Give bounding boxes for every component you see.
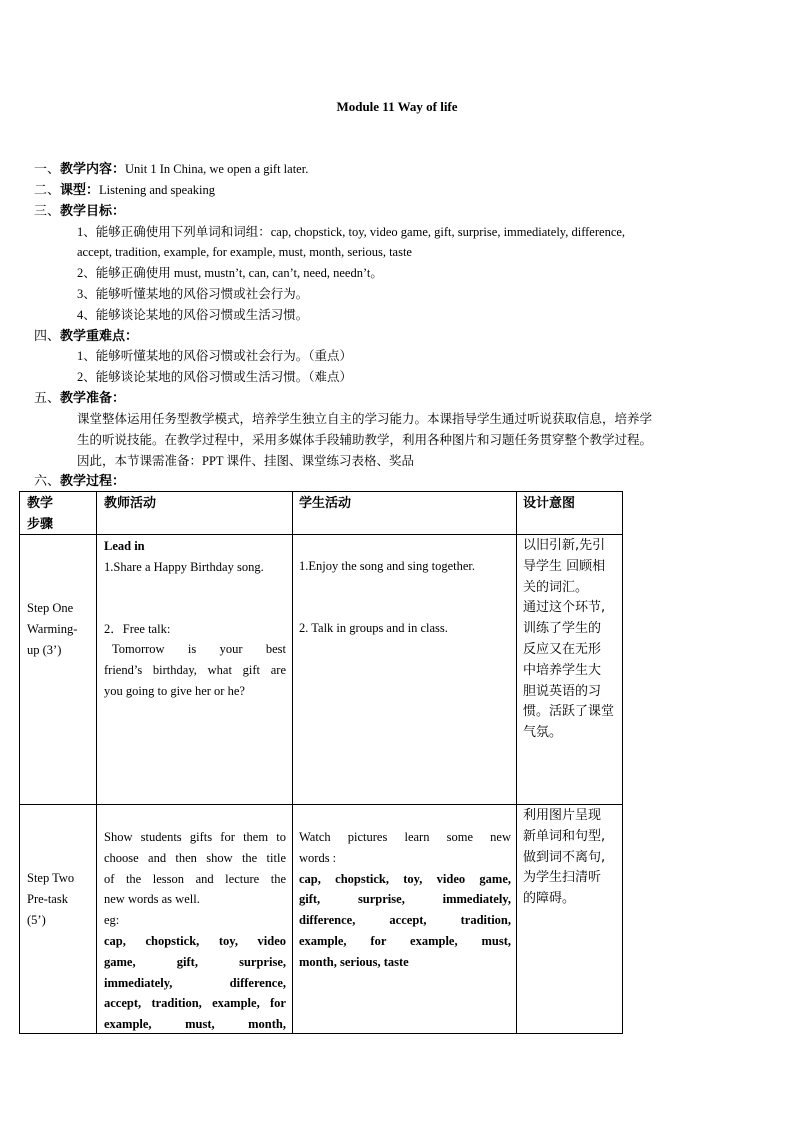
teacher-line: eg: bbox=[104, 913, 120, 928]
header-student: 学生活动 bbox=[299, 496, 352, 511]
student-word-line: difference, accept, tradition, bbox=[299, 913, 511, 928]
section-num: 三、 bbox=[34, 204, 61, 219]
teacher-line: 2．Free talk: bbox=[104, 621, 171, 636]
preparation-line: 因此，本节课需准备：PPT 课件、挂图、课堂练习表格、奖品 bbox=[77, 454, 414, 468]
teacher-line: friend’s birthday, what gift are bbox=[104, 663, 286, 678]
row1-intent bbox=[523, 536, 623, 744]
section-label: 教学重难点： bbox=[60, 329, 139, 344]
intent-line: 惯。活跃了课堂 bbox=[523, 704, 615, 720]
header-step bbox=[27, 493, 53, 535]
intent-line: 为学生扫清听 bbox=[523, 870, 602, 886]
intent-line: 导学生 回顾相 bbox=[523, 558, 606, 574]
student-line: 2. Talk in groups and in class. bbox=[299, 620, 448, 635]
header-teacher: 教师活动 bbox=[104, 496, 157, 511]
section-num: 二、 bbox=[34, 183, 61, 198]
step-line: Step Two bbox=[27, 871, 75, 885]
teacher-word-line: game, gift, surprise, bbox=[104, 954, 286, 969]
section-2 bbox=[34, 180, 215, 201]
row2-step bbox=[27, 868, 74, 930]
section-num: 六、 bbox=[34, 474, 61, 489]
section-label: 教学目标： bbox=[60, 204, 126, 219]
section-1 bbox=[34, 159, 308, 180]
intent-line: 中培养学生大 bbox=[523, 662, 602, 678]
key-point-line: 2、能够谈论某地的风俗习惯或生活习惯。（难点） bbox=[77, 370, 353, 384]
row1-step bbox=[27, 598, 77, 660]
intent-line: 利用图片呈现 bbox=[523, 808, 602, 823]
student-line: 1.Enjoy the song and sing together. bbox=[299, 559, 476, 573]
intent-line: 训练了学生的 bbox=[523, 621, 602, 637]
step-line: Warming- bbox=[27, 621, 78, 636]
student-word-line: gift, surprise, immediately, bbox=[299, 892, 511, 907]
teacher-word-line: immediately, difference, bbox=[104, 975, 286, 990]
row2-student bbox=[299, 827, 511, 973]
section-label: 教学准备： bbox=[60, 391, 126, 406]
section-label: 教学内容： bbox=[60, 162, 126, 177]
objective-line: 4、能够谈论某地的风俗习惯或生活习惯。 bbox=[77, 308, 309, 322]
section-3 bbox=[34, 201, 125, 222]
teacher-word-line: accept, tradition, example, for bbox=[104, 996, 286, 1011]
teacher-line: new words as well. bbox=[104, 892, 200, 907]
student-word-line: example, for example, must, bbox=[299, 933, 511, 948]
section-label: 教学过程： bbox=[60, 474, 126, 489]
section-4 bbox=[34, 326, 138, 347]
section-text: Unit 1 In China, we open a gift later. bbox=[125, 162, 309, 176]
teacher-line: 1.Share a Happy Birthday song. bbox=[104, 559, 264, 574]
student-line: words : bbox=[299, 850, 337, 865]
step-line: Pre-task bbox=[27, 891, 68, 906]
objective-line: accept, tradition, example, for example, must, month, serious, taste bbox=[77, 245, 412, 259]
teacher-word-line: cap, chopstick, toy, video bbox=[104, 933, 286, 948]
section-num: 一、 bbox=[34, 162, 61, 177]
table-divider bbox=[292, 492, 293, 1033]
intent-line: 反应又在无形 bbox=[523, 641, 602, 657]
intent-line: 做到词不离句, bbox=[523, 849, 606, 865]
section-6 bbox=[34, 471, 125, 492]
teacher-line: Tomorrow is your best bbox=[112, 642, 286, 657]
row1-teacher bbox=[104, 536, 286, 702]
objective-line: 3、能够听懂某地的风俗习惯或社会行为。 bbox=[77, 287, 309, 301]
header-intent: 设计意图 bbox=[523, 496, 576, 511]
intent-line: 以旧引新,先引 bbox=[523, 538, 606, 553]
teacher-word-line: example, must, month, bbox=[104, 1017, 286, 1032]
table-divider bbox=[96, 492, 97, 1033]
student-word-line: cap, chopstick, toy, video game, bbox=[299, 871, 511, 886]
intent-line: 新单词和句型, bbox=[523, 828, 606, 844]
table-divider bbox=[20, 804, 622, 805]
step-line: up (3’) bbox=[27, 642, 62, 657]
intent-line: 通过这个环节, bbox=[523, 600, 606, 616]
page-title: Module 11 Way of life bbox=[336, 99, 458, 114]
teacher-line: Show students gifts for them to bbox=[104, 830, 286, 844]
intent-line: 胆说英语的习 bbox=[523, 683, 602, 699]
intent-line: 关的词汇。 bbox=[523, 579, 589, 595]
section-text: Listening and speaking bbox=[99, 183, 215, 197]
header-step-line1: 教学 bbox=[27, 496, 54, 511]
preparation-line: 生的听说技能。在教学过程中，采用多媒体手段辅助教学，利用各种图片和习题任务贯穿整个教学过程。 bbox=[77, 433, 653, 447]
teacher-heading: Lead in bbox=[104, 539, 145, 553]
section-num: 四、 bbox=[34, 329, 61, 344]
objective-line: 1、能够正确使用下列单词和词组：cap, chopstick, toy, video game, gift, surprise, immediately, difference, bbox=[77, 225, 626, 239]
section-num: 五、 bbox=[34, 391, 61, 406]
row2-intent bbox=[523, 806, 623, 910]
step-line: Step One bbox=[27, 601, 74, 615]
teacher-line: choose and then show the title bbox=[104, 850, 286, 865]
table-divider bbox=[20, 534, 622, 535]
table-divider bbox=[516, 492, 517, 1033]
objective-line: 2、能够正确使用 must, mustn’t, can, can’t, need, needn’t。 bbox=[77, 266, 383, 280]
student-word-line: month, serious, taste bbox=[299, 954, 409, 969]
teacher-line: you going to give her or he? bbox=[104, 683, 245, 698]
key-point-line: 1、能够听懂某地的风俗习惯或社会行为。（重点） bbox=[77, 349, 353, 363]
row1-student bbox=[299, 556, 511, 639]
teaching-process-table bbox=[19, 491, 623, 1034]
student-line: Watch pictures learn some new bbox=[299, 830, 511, 844]
intent-line: 的障碍。 bbox=[523, 891, 576, 907]
row2-teacher bbox=[104, 827, 286, 1035]
step-line: (5’) bbox=[27, 912, 46, 927]
header-step-line2: 步骤 bbox=[27, 517, 54, 532]
section-5 bbox=[34, 388, 125, 409]
teacher-line: of the lesson and lecture the bbox=[104, 871, 286, 886]
intent-line: 气氛。 bbox=[523, 725, 563, 741]
section-label: 课型： bbox=[60, 183, 100, 198]
preparation-line: 课堂整体运用任务型教学模式，培养学生独立自主的学习能力。本课指导学生通过听说获取信息，培养学 bbox=[77, 412, 653, 426]
